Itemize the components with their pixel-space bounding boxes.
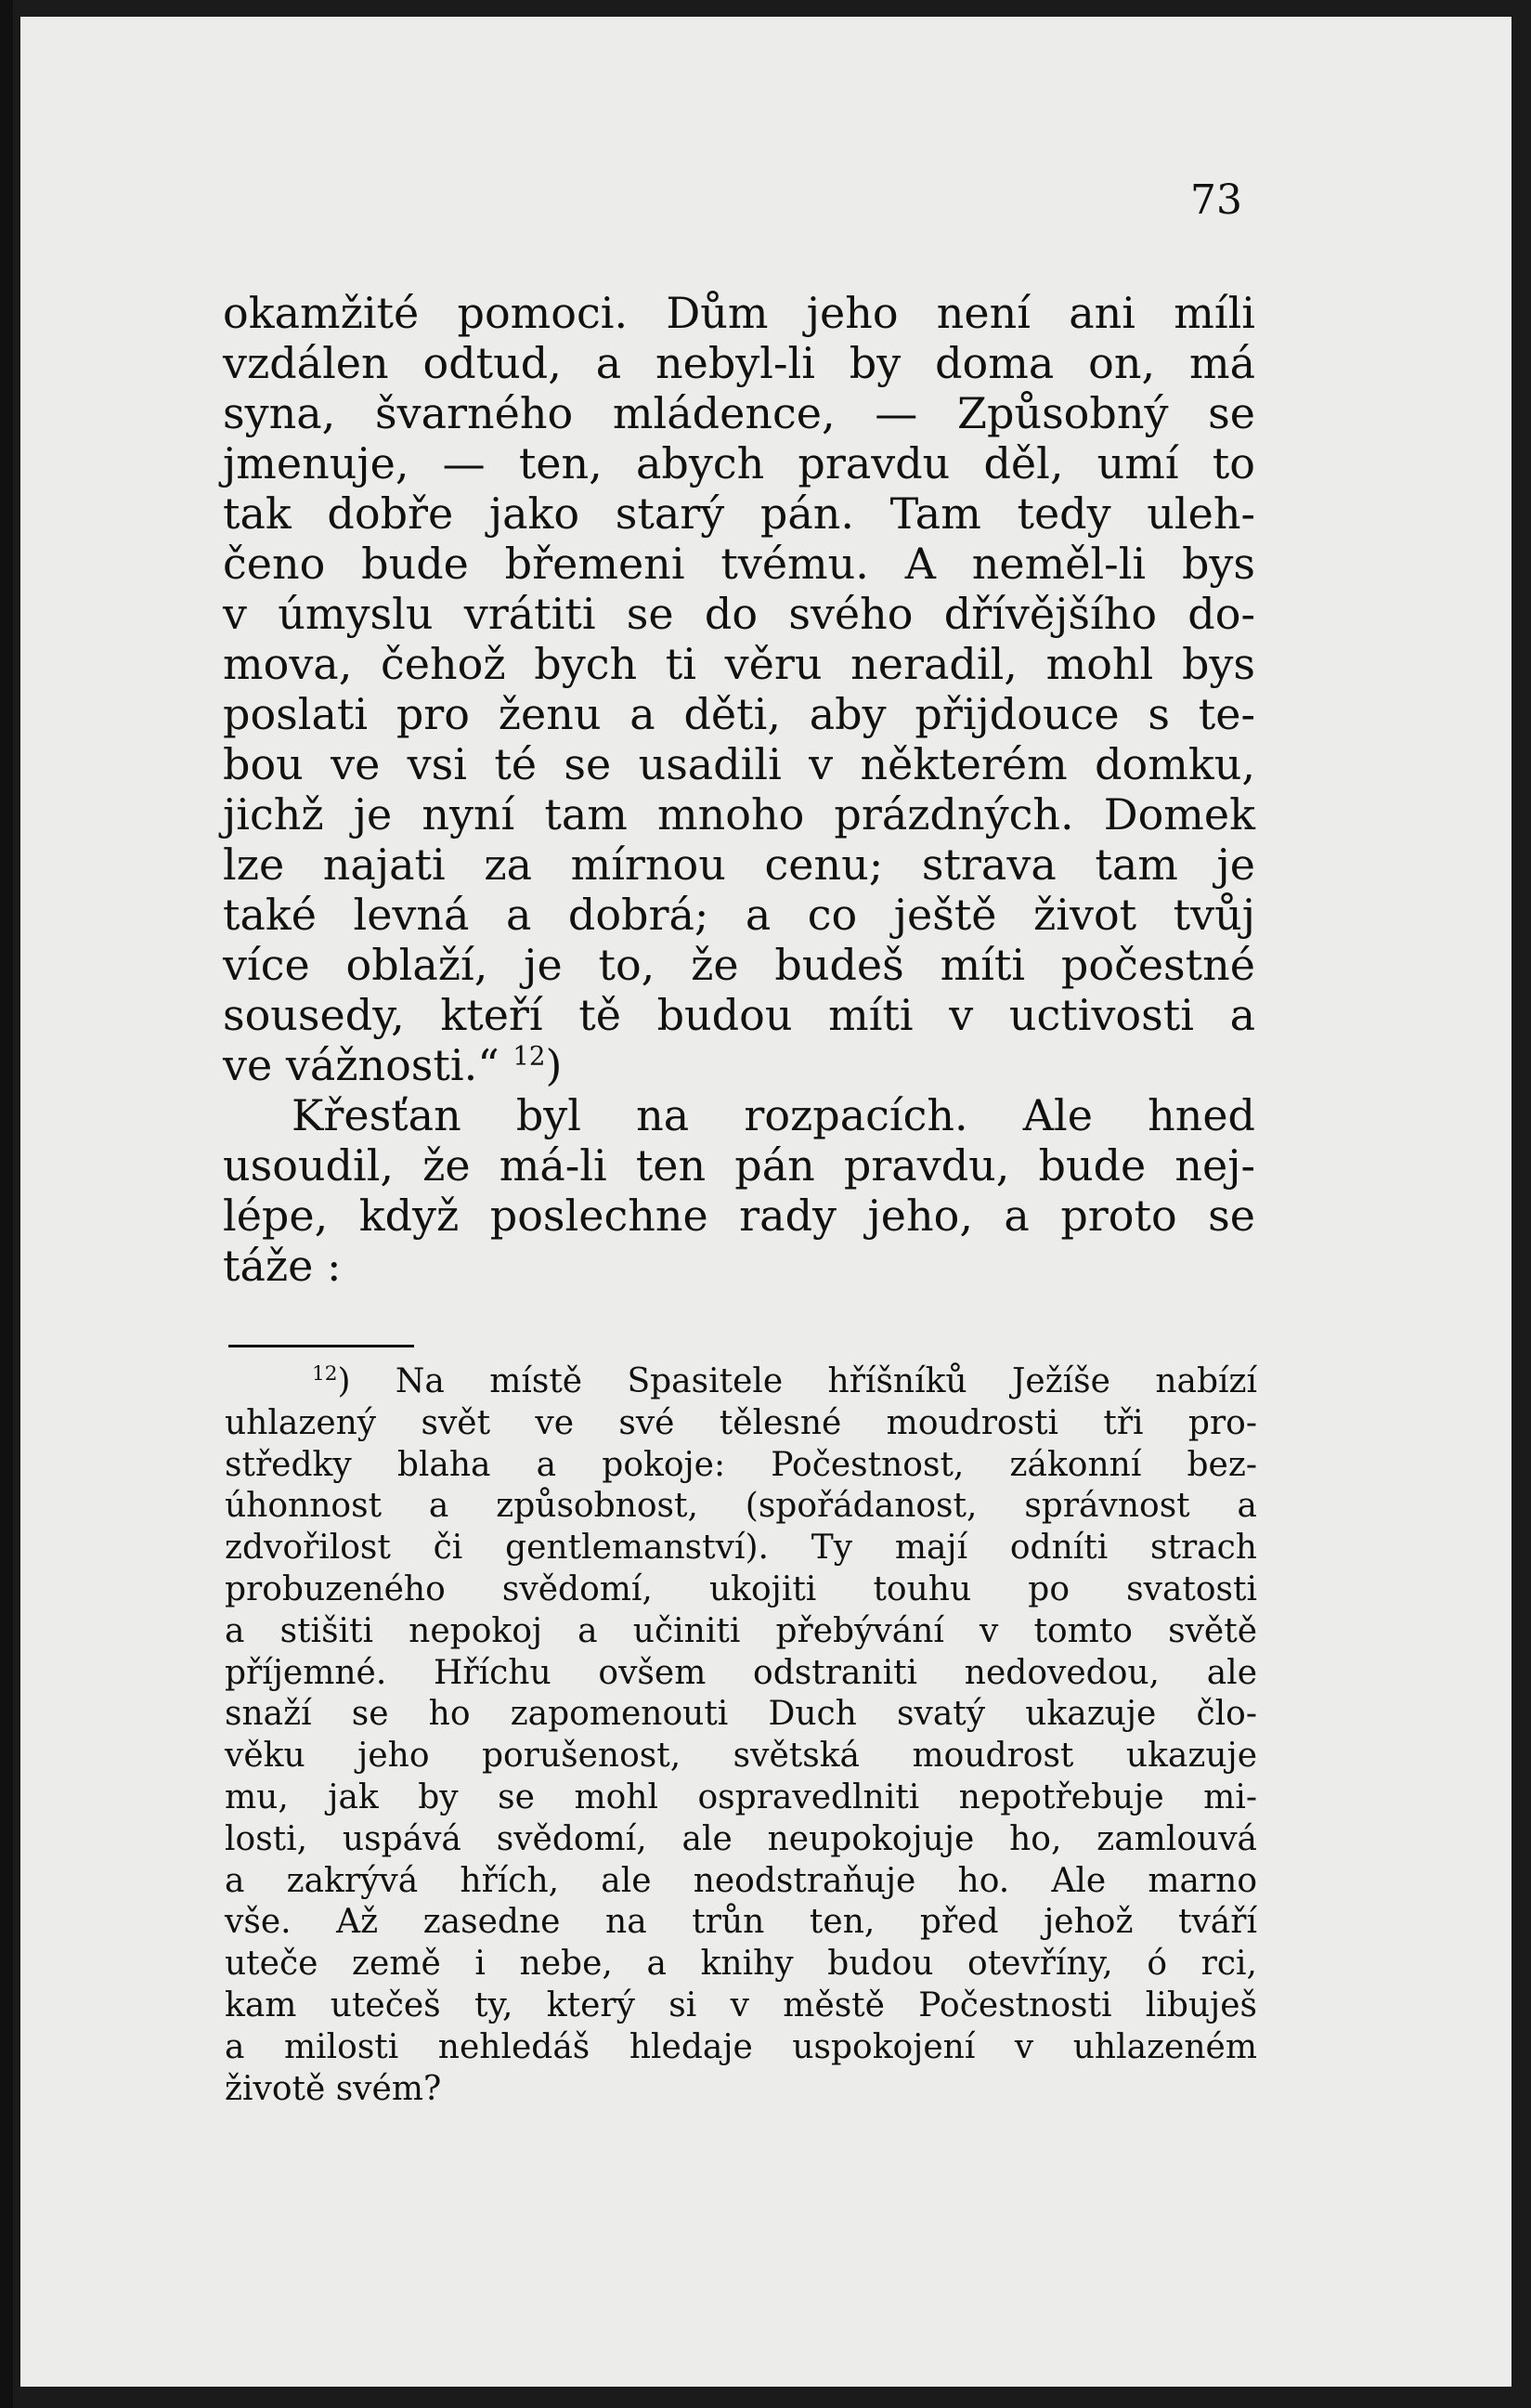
text-line: okamžité pomoci. Dům jeho není ani míli: [223, 288, 1255, 338]
footnote-line: a zakrývá hřích, ale neodstraňuje ho. Ale marno: [225, 1861, 1257, 1900]
footnote-line: vše. Až zasedne na trůn ten, před jehož tváří: [225, 1903, 1257, 1942]
text-line: mova, čehož bych ti věru neradil, mohl bys: [223, 639, 1255, 689]
book-page: [20, 17, 1512, 2387]
text-line: poslati pro ženu a děti, aby přijdouce s te-: [223, 689, 1255, 739]
footnote-line: životě svém?: [225, 2069, 442, 2108]
text-line: syna, švarného mládence, — Způsobný se: [223, 388, 1255, 438]
text-line: lépe, když poslechne rady jeho, a proto se: [223, 1191, 1255, 1241]
main-text: [223, 288, 1255, 1291]
footnote-line: snaží se ho zapomenouti Duch svatý ukazuje člo-: [225, 1695, 1257, 1734]
text-line: také levná a dobrá; a co ještě život tvůj: [223, 890, 1255, 940]
text-line: čeno bude břemeni tvému. A neměl-li bys: [223, 539, 1255, 589]
footnote-line: zdvořilost či gentlemanství). Ty mají odníti strach: [225, 1529, 1257, 1568]
footnote-separator: [228, 1345, 414, 1347]
footnote-reference: 12: [512, 1040, 546, 1072]
text-line-content: ve vážnosti.“: [223, 1040, 500, 1090]
text-line: tak dobře jako starý pán. Tam tedy uleh-: [223, 488, 1255, 539]
footnote-line: příjemné. Hříchu ovšem odstraniti nedovedou, ale: [225, 1653, 1257, 1692]
footnote-line: uhlazený svět ve své tělesné moudrosti tři pro-: [225, 1403, 1257, 1442]
text-line: vzdálen odtud, a nebyl-li by doma on, má: [223, 338, 1255, 388]
footnote-line: [225, 1361, 1257, 1403]
footnote: [225, 1361, 1257, 2110]
footnote-line: kam utečeš ty, který si v městě Počestnosti libuješ: [225, 1985, 1257, 2024]
footnote-line: mu, jak by se mohl ospravedlniti nepotřebuje mi-: [225, 1777, 1257, 1816]
footnote-line: úhonnost a způsobnost, (spořádanost, správnost a: [225, 1487, 1257, 1526]
page-number: 73: [1190, 176, 1242, 224]
text-line: ve vážnosti.“ $^{12}$): [223, 1040, 563, 1090]
text-line: sousedy, kteří tě budou míti v uctivosti a: [223, 990, 1255, 1040]
text-line: Křesťan byl na rozpacích. Ale hned: [292, 1090, 1255, 1140]
footnote-line: a stišiti nepokoj a učiniti přebývání v tomto světě: [225, 1611, 1257, 1650]
footnote-line: losti, uspává svědomí, ale neupokojuje ho, zamlouvá: [225, 1819, 1257, 1858]
text-line: více oblaží, je to, že budeš míti počestné: [223, 940, 1255, 990]
footnote-first-line-text: ) Na místě Spasitele hříšníků Ježíše nabízí: [337, 1362, 1257, 1400]
text-line: usoudil, že má-li ten pán pravdu, bude nej-: [223, 1140, 1255, 1191]
footnote-line: uteče země i nebe, a knihy budou otevříny, ó rci,: [225, 1945, 1257, 1984]
text-line: lze najati za mírnou cenu; strava tam je: [223, 840, 1255, 890]
text-line: bou ve vsi té se usadili v některém domku,: [223, 739, 1255, 789]
footnote-marker: 12: [312, 1362, 338, 1386]
footnote-line: probuzeného svědomí, ukojiti touhu po svatosti: [225, 1569, 1257, 1608]
scan-left-edge: [0, 0, 13, 2408]
footnote-line: věku jeho porušenost, světská moudrost ukazuje: [225, 1737, 1257, 1776]
text-line: jmenuje, — ten, abych pravdu děl, umí to: [223, 438, 1255, 488]
footnote-line: a milosti nehledáš hledaje uspokojení v uhlazeném: [225, 2027, 1257, 2066]
text-line: jichž je nyní tam mnoho prázdných. Domek: [223, 789, 1255, 840]
footnote-line: středky blaha a pokoje: Počestnost, zákonní bez-: [225, 1445, 1257, 1484]
text-line: táže :: [223, 1241, 342, 1291]
text-line: v úmyslu vrátiti se do svého dřívějšího do-: [223, 589, 1255, 639]
